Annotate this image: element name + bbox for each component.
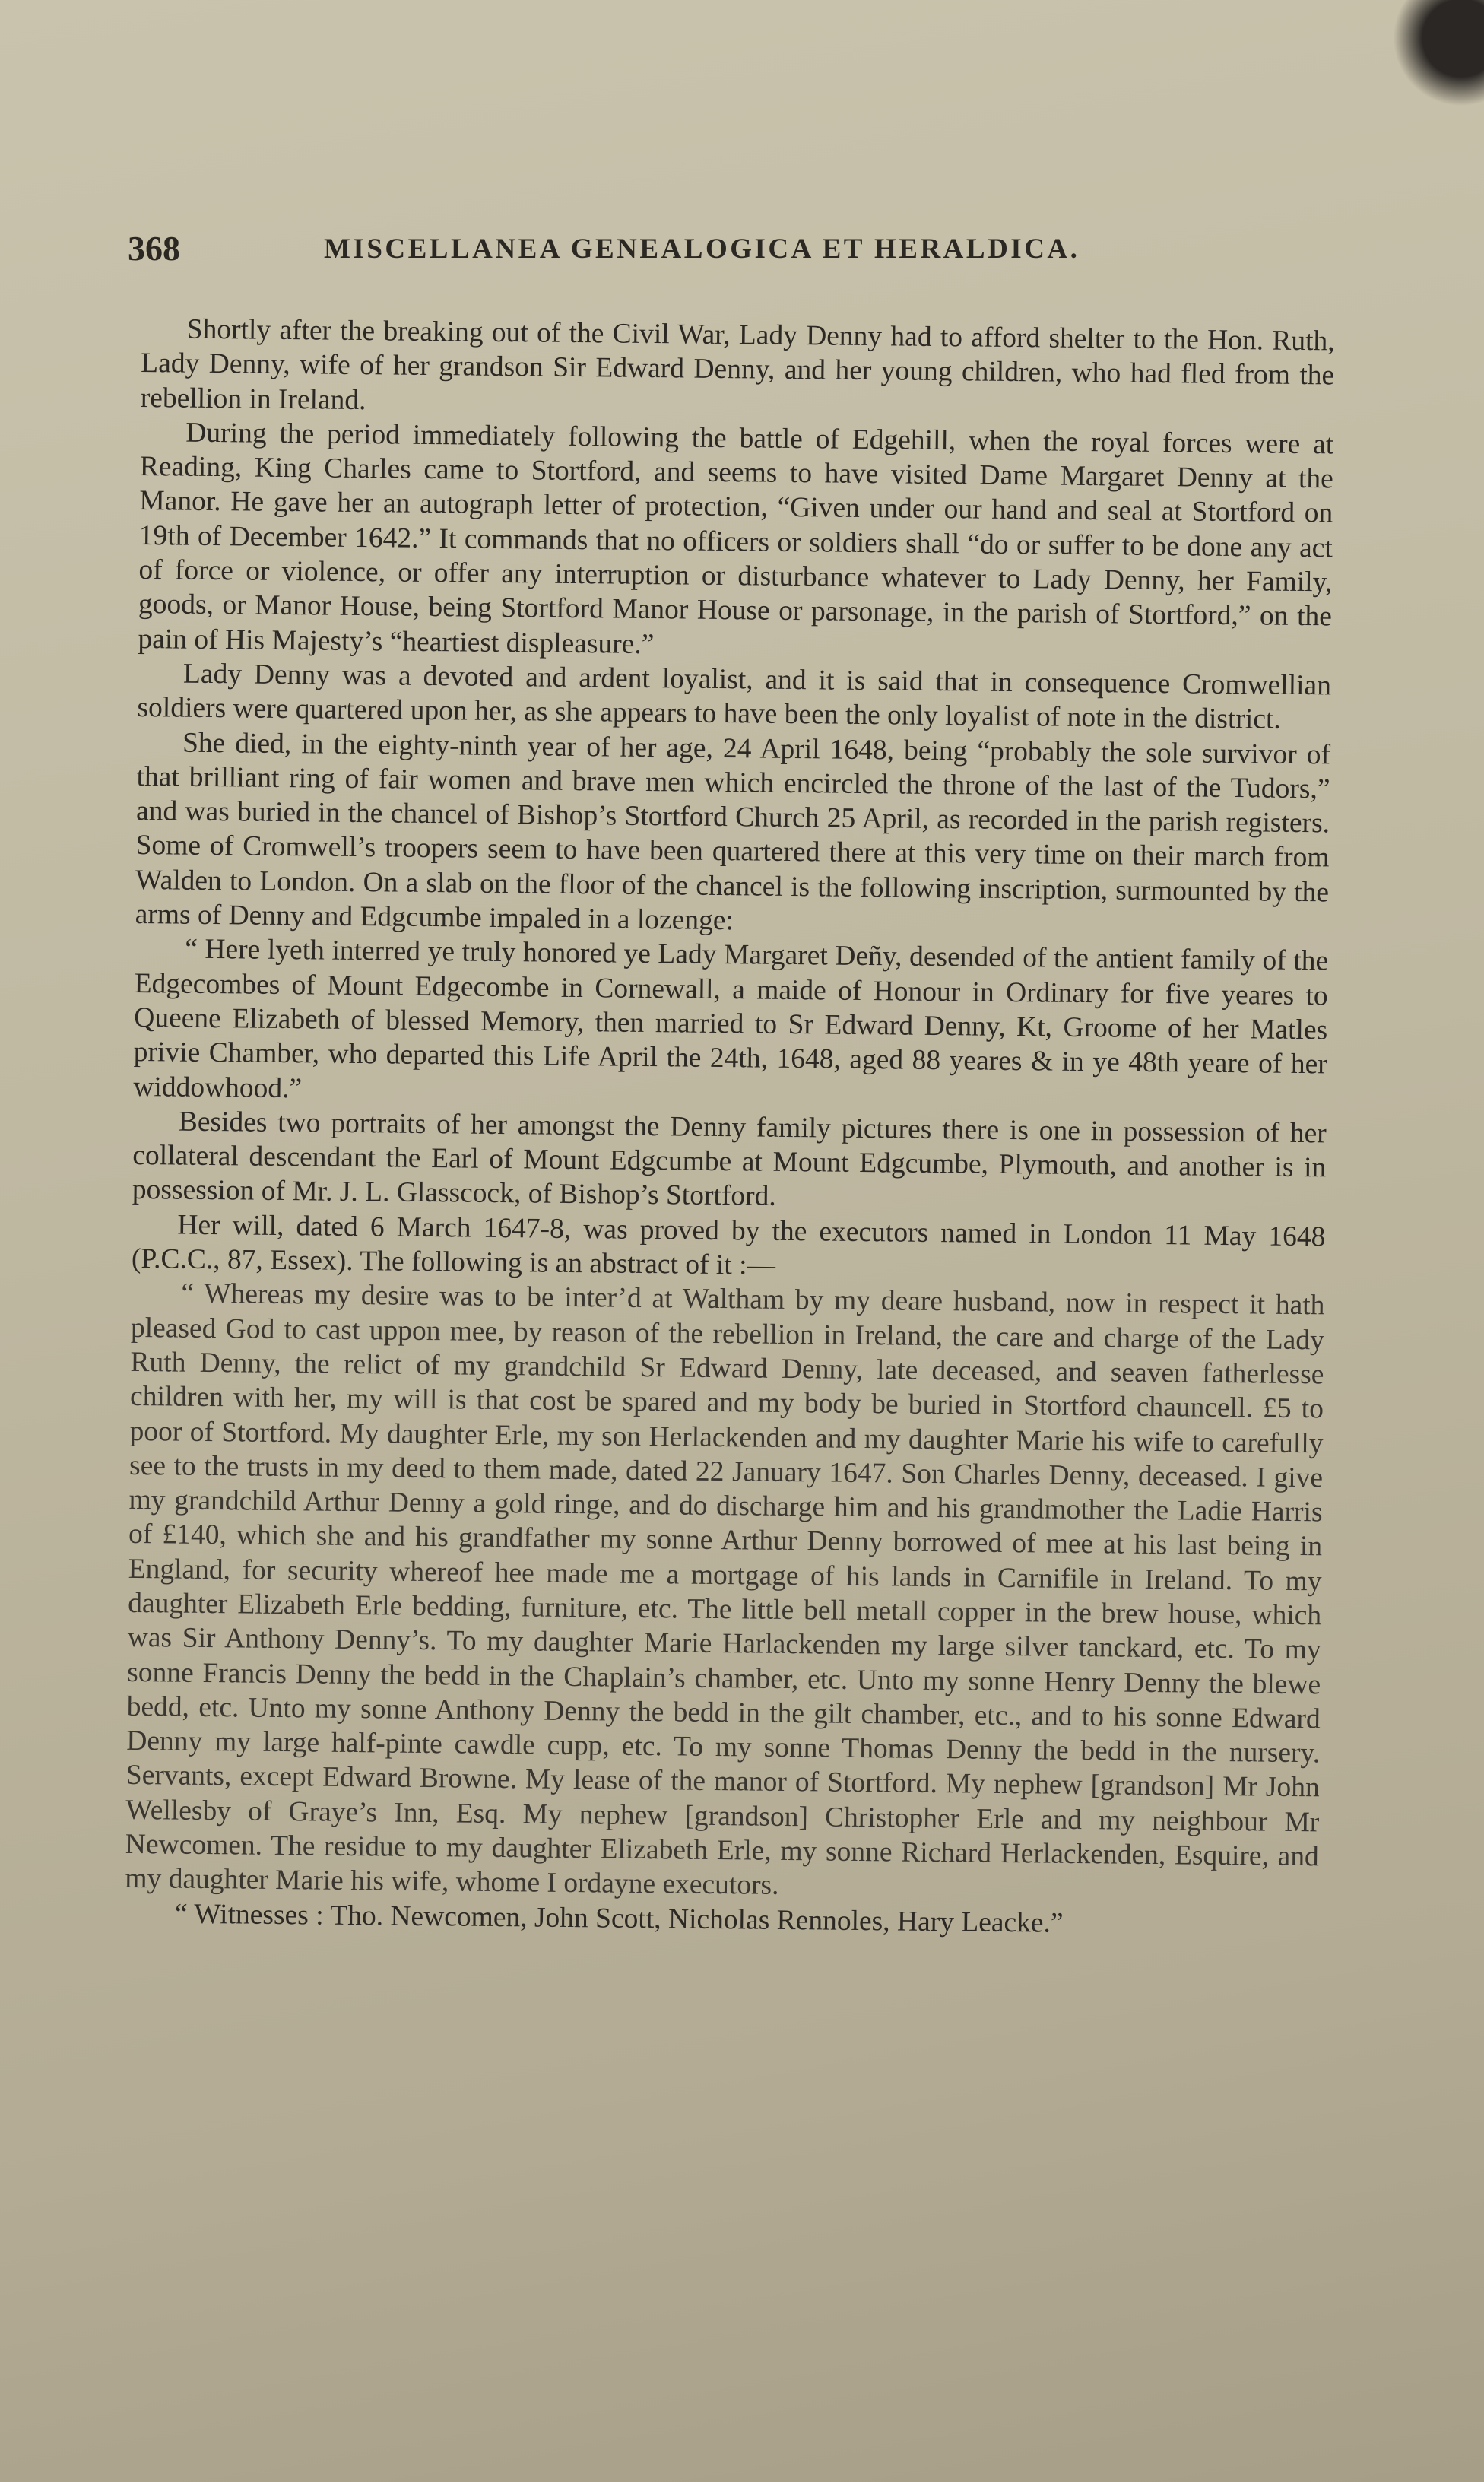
journal-title: MISCELLANEA GENEALOGICA ET HERALDICA. (324, 233, 1080, 265)
paragraph-witnesses: “ Witnesses : Tho. Newcomen, John Scott, Nicholas Rennoles, Hary Leacke.” (174, 1898, 1064, 1939)
paragraph-will-intro: Her will, dated 6 March 1647-8, was proved by the executors named in London 11 May 1648 (P.C.C., 87, Essex). The following is an abstract of it :— (131, 1209, 1326, 1281)
running-head (128, 228, 1344, 274)
paragraph-portraits: Besides two portraits of her amongst the Denny family pictures there is one in possession of her collateral descendant the Earl of Mount Edgcumbe at Mount Edgcumbe, Plymouth, and another is in possession of Mr. J. L. Glasscock, of Bishop’s Stortford. (132, 1106, 1327, 1213)
paragraph-will-abstract: “ Whereas my desire was to be inter’d at Waltham by my deare husband, now in respect it hath pleased God to cast uppon mee, by reason of the rebellion in Ireland, the care and charge of the Lady Ruth Denny, the relict of my grandchild Sr Edward Denny, late deceased, and seaven fatherlesse children with her, my will is that cost be spared and my body be buried in Stortford chauncell. £5 to poor of Stortford. My daughter Erle, my son Herlackenden and my daughter Marie his wife to carefully see to the trusts in my deed to them made, dated 22 January 1647. Son Charles Denny, deceased. I give my grandchild Arthur Denny a gold ringe, and do discharge him and his grandmother the Ladie Harris of £140, which she and his grandfather my sonne Arthur Denny borrowed of mee at his last being in England, for security whereof hee made me a mortgage of his lands in Carnifile in Ireland. To my daughter Elizabeth Erle bedding, furniture, etc. The little bell metall copper in the brew house, which was Sir Anthony Denny’s. To my daughter Marie Harlackenden my large silver tanckard, etc. To my sonne Francis Denny the bedd in the Chaplain’s chamber, etc. Unto my sonne Henry Denny the blewe bedd, etc. Unto my sonne Anthony Denny the bedd in the gilt chamber, etc., and to his sonne Edward Denny my large half-pinte cawdle cupp, etc. To my sonne Thomas Denny the bedd in the nursery. Servants, except Edward Browne. My lease of the manor of Stortford. My nephew [grandson] Mr John Wellesby of Graye’s Inn, Esq. My nephew [grandson] Christopher Erle and my neighbour Mr Newcomen. The residue to my daughter Elizabeth Erle, my sonne Richard Herlackenden, Esquire, and my daughter Marie his wife, whome I ordayne executors. (125, 1278, 1325, 1902)
page-number: 368 (128, 229, 180, 268)
paragraph-loyalist: Lady Denny was a devoted and ardent loyalist, and it is said that in consequence Cromwellian soldiers were quartered upon her, as she appears to have been the only loyalist of note in the district. (137, 658, 1332, 735)
paragraph-civil-war: Shortly after the breaking out of the Civil War, Lady Denny had to afford shelter to the Hon. Ruth, Lady Denny, wife of her grandson Sir Edward Denny, and her young children, who had fled from the rebellion in Ireland. (140, 313, 1335, 416)
body-text (125, 312, 1335, 1943)
paragraph-death: She died, in the eighty-ninth year of her age, 24 April 1648, being “probably the sole survivor of that brilliant ring of fair women and brave men which encircled the throne of the last of the Tudors,” and was buried in the chancel of Bishop’s Stortford Church 25 April, as recorded in the parish registers. Some of Cromwell’s troopers seem to have been quartered there at this very time on their march from Walden to London. On a slab on the floor of the chancel is the following inscription, surmounted by the arms of Denny and Edgcumbe impaled in a lozenge: (135, 727, 1331, 937)
paragraph-king-charles: During the period immediately following the battle of Edgehill, when the royal forces were at Reading, King Charles came to Stortford, and seems to have visited Dame Margaret Denny at the Manor. He gave her an autograph letter of protection, “Given under our hand and seal at Stortford on 19th of December 1642.” It commands that no officers or soldiers shall “do or suffer to be done any act of force or violence, or offer any interruption or disturbance whatever to Lady Denny, her Family, goods, or Manor House, being Stortford Manor House or parsonage, in the parish of Stortford,” on the pain of His Majesty’s “heartiest displeasure.” (138, 417, 1334, 660)
paragraph-inscription: “ Here lyeth interred ye truly honored ye Lady Margaret Deñy, desended of the antient family of the Edgecombes of Mount Edgecombe in Cornewall, a maide of Honour in Ordinary for five yeares to Queene Elizabeth of blessed Memory, then married to Sr Edward Denny, Kt, Groome of her Matles privie Chamber, who departed this Life April the 24th, 1648, aged 88 yeares & in ye 48th yeare of her widdowhood.” (133, 933, 1329, 1104)
